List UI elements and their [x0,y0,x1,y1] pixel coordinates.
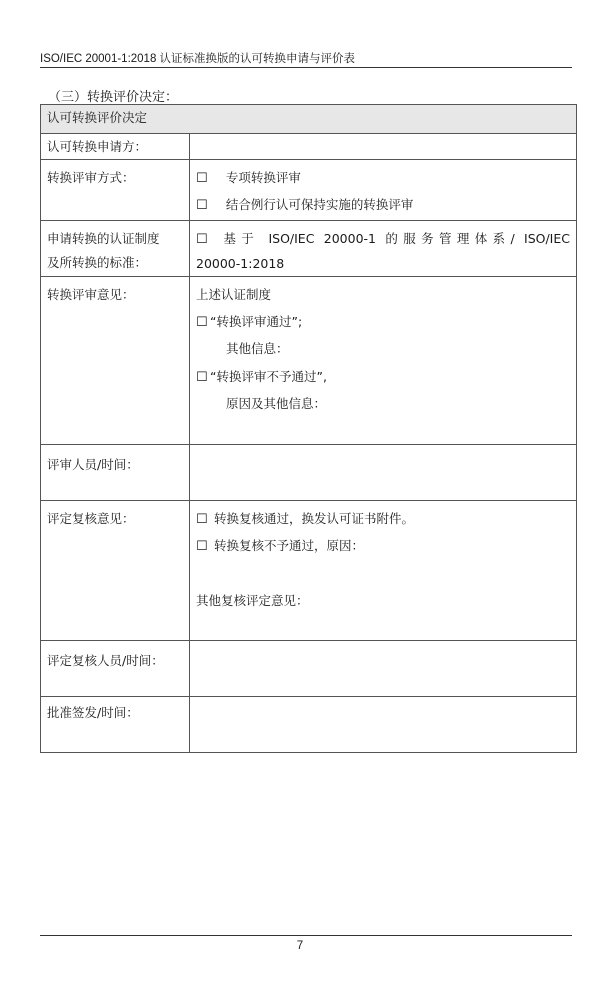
method-option-special[interactable] [196,166,570,193]
opinion-fail-reason: 原因及其他信息： [226,396,327,411]
checkbox-icon[interactable]: ☐ [196,232,208,247]
recheck-pass-option[interactable] [196,507,570,534]
scheme-option-line2: 20000-1:2018 [196,256,285,271]
method-option-routine-label: 结合例行认可保持实施的转换评审 [225,197,414,212]
method-option-special-label: 专项转换评审 [225,170,301,185]
evaluation-decision-table [40,104,577,753]
opinion-fail-label: “转换评审不予通过”, [210,369,327,384]
checkbox-icon[interactable]: ☐ [196,512,208,527]
recheck-label: 评定复核意见： [41,501,190,641]
page-header-title: ISO/IEC 20001-1:2018 认证标准换版的认可转换申请与评价表 [40,53,356,65]
scheme-option-line1: 基于 ISO/IEC 20000-1 的服务管理体系/ ISO/IEC [223,231,570,246]
recheck-content [190,501,577,641]
opinion-fail-option[interactable] [196,365,570,392]
reviewer-value-field[interactable] [190,445,577,501]
opinion-content [190,277,577,445]
checkbox-icon[interactable]: ☐ [196,315,208,330]
recheck-fail-label: 转换复核不予通过，原因： [214,538,365,553]
page-number: 7 [296,940,304,952]
table-heading: 认可转换评价决定 [41,105,577,134]
approval-label: 批准签发/时间： [41,697,190,753]
scheme-option[interactable] [190,221,577,277]
recheck-person-value-field[interactable] [190,641,577,697]
reviewer-label: 评审人员/时间： [41,445,190,501]
applicant-value-field[interactable] [190,134,577,160]
method-options [190,160,577,221]
opinion-pass-label: “转换评审通过”; [210,314,303,329]
recheck-other-opinion: 其他复核评定意见： [196,593,309,608]
applicant-label: 认可转换申请方： [41,134,190,160]
footer-divider [40,935,572,936]
method-option-routine[interactable] [196,193,570,220]
opinion-pass-other-info: 其他信息： [226,341,289,356]
recheck-fail-option[interactable] [196,534,570,561]
section-title: （三）转换评价决定： [48,90,179,105]
opinion-pass-option[interactable] [196,310,570,337]
recheck-person-label: 评定复核人员/时间： [41,641,190,697]
checkbox-icon[interactable]: ☐ [196,171,208,186]
scheme-label-line1: 申请转换的认证制度 [47,231,160,246]
opinion-label: 转换评审意见： [41,277,190,445]
approval-value-field[interactable] [190,697,577,753]
header-divider [40,67,572,68]
checkbox-icon[interactable]: ☐ [196,198,208,213]
method-label: 转换评审方式： [41,160,190,221]
recheck-pass-label: 转换复核通过，换发认可证书附件。 [214,511,415,526]
opinion-intro: 上述认证制度 [196,287,272,302]
scheme-label-line2: 及所转换的标准： [47,255,148,270]
checkbox-icon[interactable]: ☐ [196,539,208,554]
checkbox-icon[interactable]: ☐ [196,370,208,385]
scheme-label [41,221,190,277]
recheck-spacer [196,561,570,589]
